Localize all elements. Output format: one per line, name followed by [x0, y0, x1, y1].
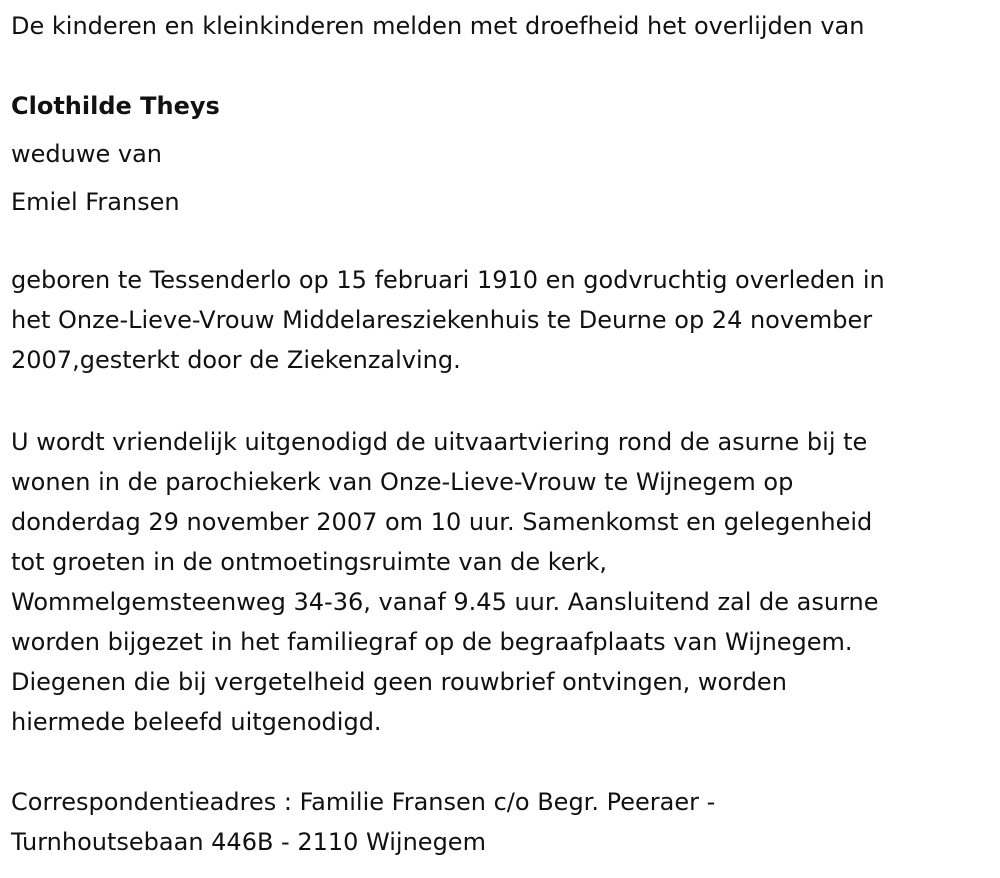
address-line: Turnhoutsebaan 446B - 2110 Wijnegem [11, 828, 486, 856]
spouse-name: Emiel Fransen [11, 188, 180, 216]
relation-text: weduwe van [11, 140, 162, 168]
deceased-name: Clothilde Theys [11, 92, 220, 120]
service-line: Diegenen die bij vergetelheid geen rouwbrief ontvingen, worden [11, 668, 787, 696]
service-line: wonen in de parochiekerk van Onze-Lieve-Vrouw te Wijnegem op [11, 468, 794, 496]
address-paragraph [11, 782, 715, 862]
address-line: Correspondentieadres : Familie Fransen c/o Begr. Peeraer - [11, 788, 716, 816]
service-line: U wordt vriendelijk uitgenodigd de uitvaartviering rond de asurne bij te [11, 428, 868, 456]
service-line: tot groeten in de ontmoetingsruimte van de kerk, [11, 548, 607, 576]
birth-line: 2007,gesterkt door de Ziekenzalving. [11, 346, 461, 374]
service-line: hiermede beleefd uitgenodigd. [11, 708, 382, 736]
birth-paragraph [11, 260, 885, 380]
intro-text: De kinderen en kleinkinderen melden met droefheid het overlijden van [11, 12, 865, 40]
service-line: donderdag 29 november 2007 om 10 uur. Samenkomst en gelegenheid [11, 508, 873, 536]
birth-line: het Onze-Lieve-Vrouw Middelaresziekenhuis te Deurne op 24 november [11, 306, 873, 334]
service-line: Wommelgemsteenweg 34-36, vanaf 9.45 uur. Aansluitend zal de asurne [11, 588, 879, 616]
service-paragraph [11, 422, 879, 742]
service-line: worden bijgezet in het familiegraf op de begraafplaats van Wijnegem. [11, 628, 853, 656]
birth-line: geboren te Tessenderlo op 15 februari 1910 en godvruchtig overleden in [11, 266, 885, 294]
